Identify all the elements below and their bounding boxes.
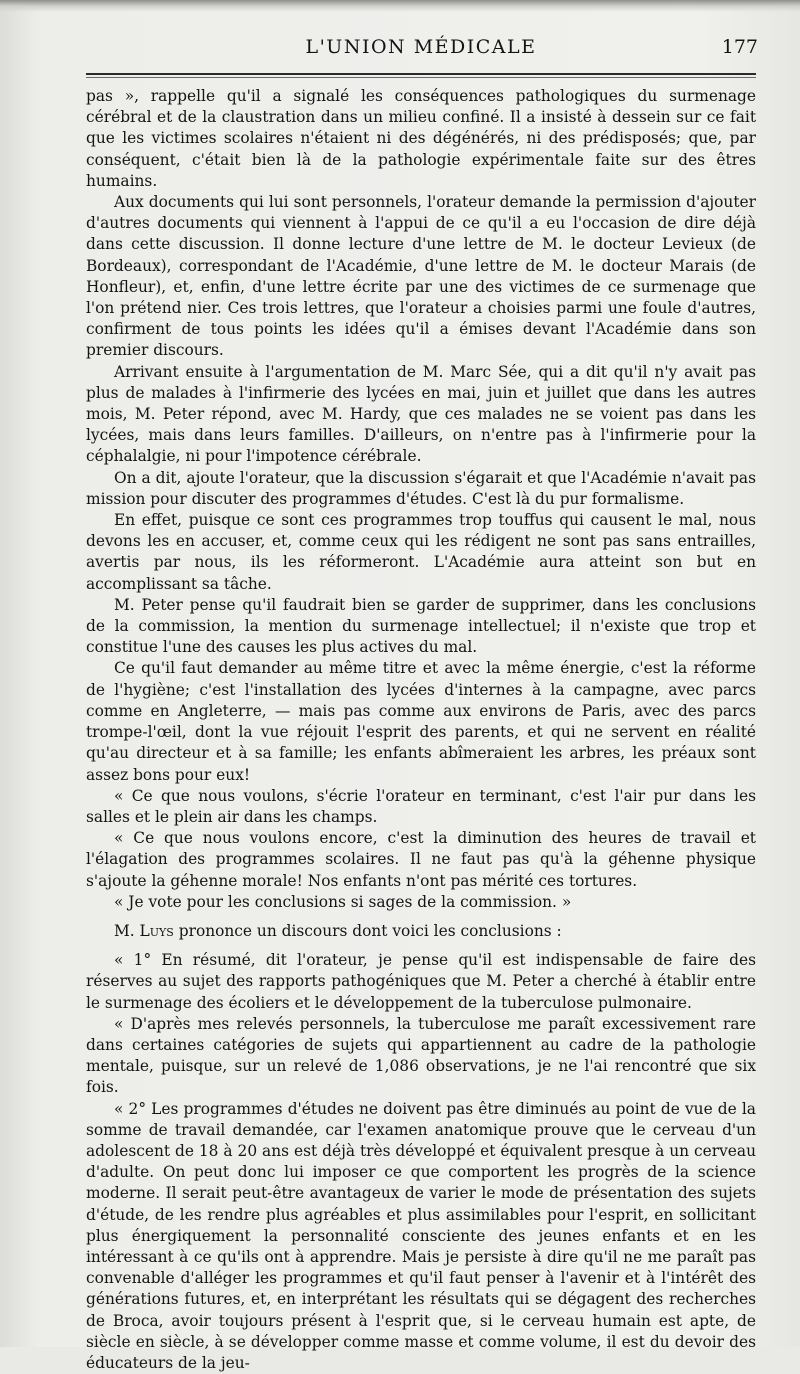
speaker-intro <box>86 921 756 942</box>
article-body <box>86 86 756 1374</box>
paragraph: Aux documents qui lui sont personnels, l'orateur demande la permission d'ajouter d'autres documents qui viennent à l'appui de ce qu'il a eu l'occasion de dire déjà dans cette discussion. Il donne lecture d'une lettre de M. le docteur Levieux (de Bordeaux), correspondant de l'Académie, d'une lettre de M. le docteur Marais (de Honfleur), et, enfin, d'une lettre écrite par une des victimes de ce surmenage que l'on prétend nier. Ces trois lettres, que l'orateur a choisies parmi une foule d'autres, confirment de tous points les idées qu'il a émises devant l'Académie dans son premier discours. <box>86 193 756 360</box>
conclusion-paragraph: « 2° Les programmes d'études ne doivent pas être diminués au point de vue de la somme de travail demandée, car l'examen anatomique prouve que le cerveau d'un adolescent de 18 à 20 ans est déjà très développé et équivalent presque à un cerveau d'adulte. On peut donc lui imposer ce que comportent les progrès de la science moderne. Il serait peut-être avantageux de varier le mode de présentation des sujets d'étude, de les rendre plus agréables et plus assimilables pour l'esprit, en sollicitant plus énergiquement la personnalité consciente des jeunes enfants et en les intéressant à ce qu'ils ont à apprendre. Mais je persiste à dire qu'il ne me paraît pas convenable d'alléger les programmes et qu'il faut penser à l'avenir et à l'intérêt des générations futures, et, en interprétant les résultats qui se dégagent des recherches de Broca, avoir toujours présent à l'esprit que, si le cerveau humain est apte, de siècle en siècle, à se développer comme masse et comme volume, il est du devoir des éducateurs de la jeu- <box>86 1099 756 1372</box>
paragraph: « Ce que nous voulons, s'écrie l'orateur en terminant, c'est l'air pur dans les salles et le plein air dans les champs. <box>86 786 756 826</box>
paragraph: Arrivant ensuite à l'argumentation de M. Marc Sée, qui a dit qu'il n'y avait pas plus de malades à l'infirmerie des lycées en mai, juin et juillet que dans les autres mois, M. Peter répond, avec M. Hardy, que ces malades ne se voient pas dans les lycées, mais dans leurs familles. D'ailleurs, on n'entre pas à l'infirmerie pour la céphalalgie, ni pour l'impotence cérébrale. <box>86 362 756 466</box>
paragraph: Ce qu'il faut demander au même titre et avec la même énergie, c'est la réforme de l'hygiène; c'est l'installation des lycées d'internes à la campagne, avec parcs comme en Angleterre, — mais pas comme aux environs de Paris, avec des parcs trompe-l'œil, dont la vue réjouit l'esprit des parents, et qui ne servent en réalité qu'au directeur et à sa famille; les enfants abîmeraient les arbres, les préaux sont assez bons pour eux! <box>86 659 756 784</box>
page-header <box>84 34 758 66</box>
header-rule <box>86 73 756 75</box>
scan-top-edge <box>0 0 800 12</box>
page-number: 177 <box>721 36 758 58</box>
speaker-intro-text: prononce un discours dont voici les conclusions : <box>173 921 562 940</box>
paragraph: « Je vote pour les conclusions si sages de la commission. » <box>114 892 572 911</box>
paragraph: « Ce que nous voulons encore, c'est la diminution des heures de travail et l'élagation des programmes scolaires. Il ne faut pas qu'à la géhenne physique s'ajoute la géhenne morale! Nos enfants n'ont pas mérité ces tortures. <box>86 829 756 890</box>
paragraph: En effet, puisque ce sont ces programmes trop touffus qui causent le mal, nous devons les en accuser, et, comme ceux qui les rédigent ne sont pas sans entrailles, avertis par nous, ils les réformeront. L'Académie aura atteint son but en accomplissant sa tâche. <box>86 511 756 593</box>
conclusion-paragraph: « D'après mes relevés personnels, la tuberculose me paraît excessivement rare dans certaines catégories de sujets qui appartiennent au cadre de la pathologie mentale, puisque, sur un relevé de 1,086 observations, je ne l'ai rencontré que six fois. <box>86 1014 756 1097</box>
paragraph: On a dit, ajoute l'orateur, que la discussion s'égarait et que l'Académie n'avait pas mission pour discuter des programmes d'études. C'est là du pur formalisme. <box>86 468 756 508</box>
running-title: L'UNION MÉDICALE <box>305 36 537 58</box>
conclusion-paragraph: « 1° En résumé, dit l'orateur, je pense qu'il est indispensable de faire des réserves au sujet des rapports pathogéniques que M. Peter a cherché à établir entre le surmenage des écoliers et le développement de la tuberculose pulmonaire. <box>86 951 756 1012</box>
speaker-name: M. Luys <box>114 921 174 940</box>
paragraph: M. Peter pense qu'il faudrait bien se garder de supprimer, dans les conclusions de la commission, la mention du surmenage intellectuel; il n'existe que trop et constitue l'une des causes les plus actives du mal. <box>86 595 756 657</box>
paragraph: pas », rappelle qu'il a signalé les conséquences pathologiques du surmenage cérébral et de la claustration dans un milieu confiné. Il a insisté à dessein sur ce fait que les victimes scolaires n'étaient ni des dégénérés, ni des prédisposés; que, par conséquent, c'était bien là de la pathologie expérimentale faite sur des êtres humains. <box>86 87 756 190</box>
header-rule-thin <box>86 77 756 78</box>
